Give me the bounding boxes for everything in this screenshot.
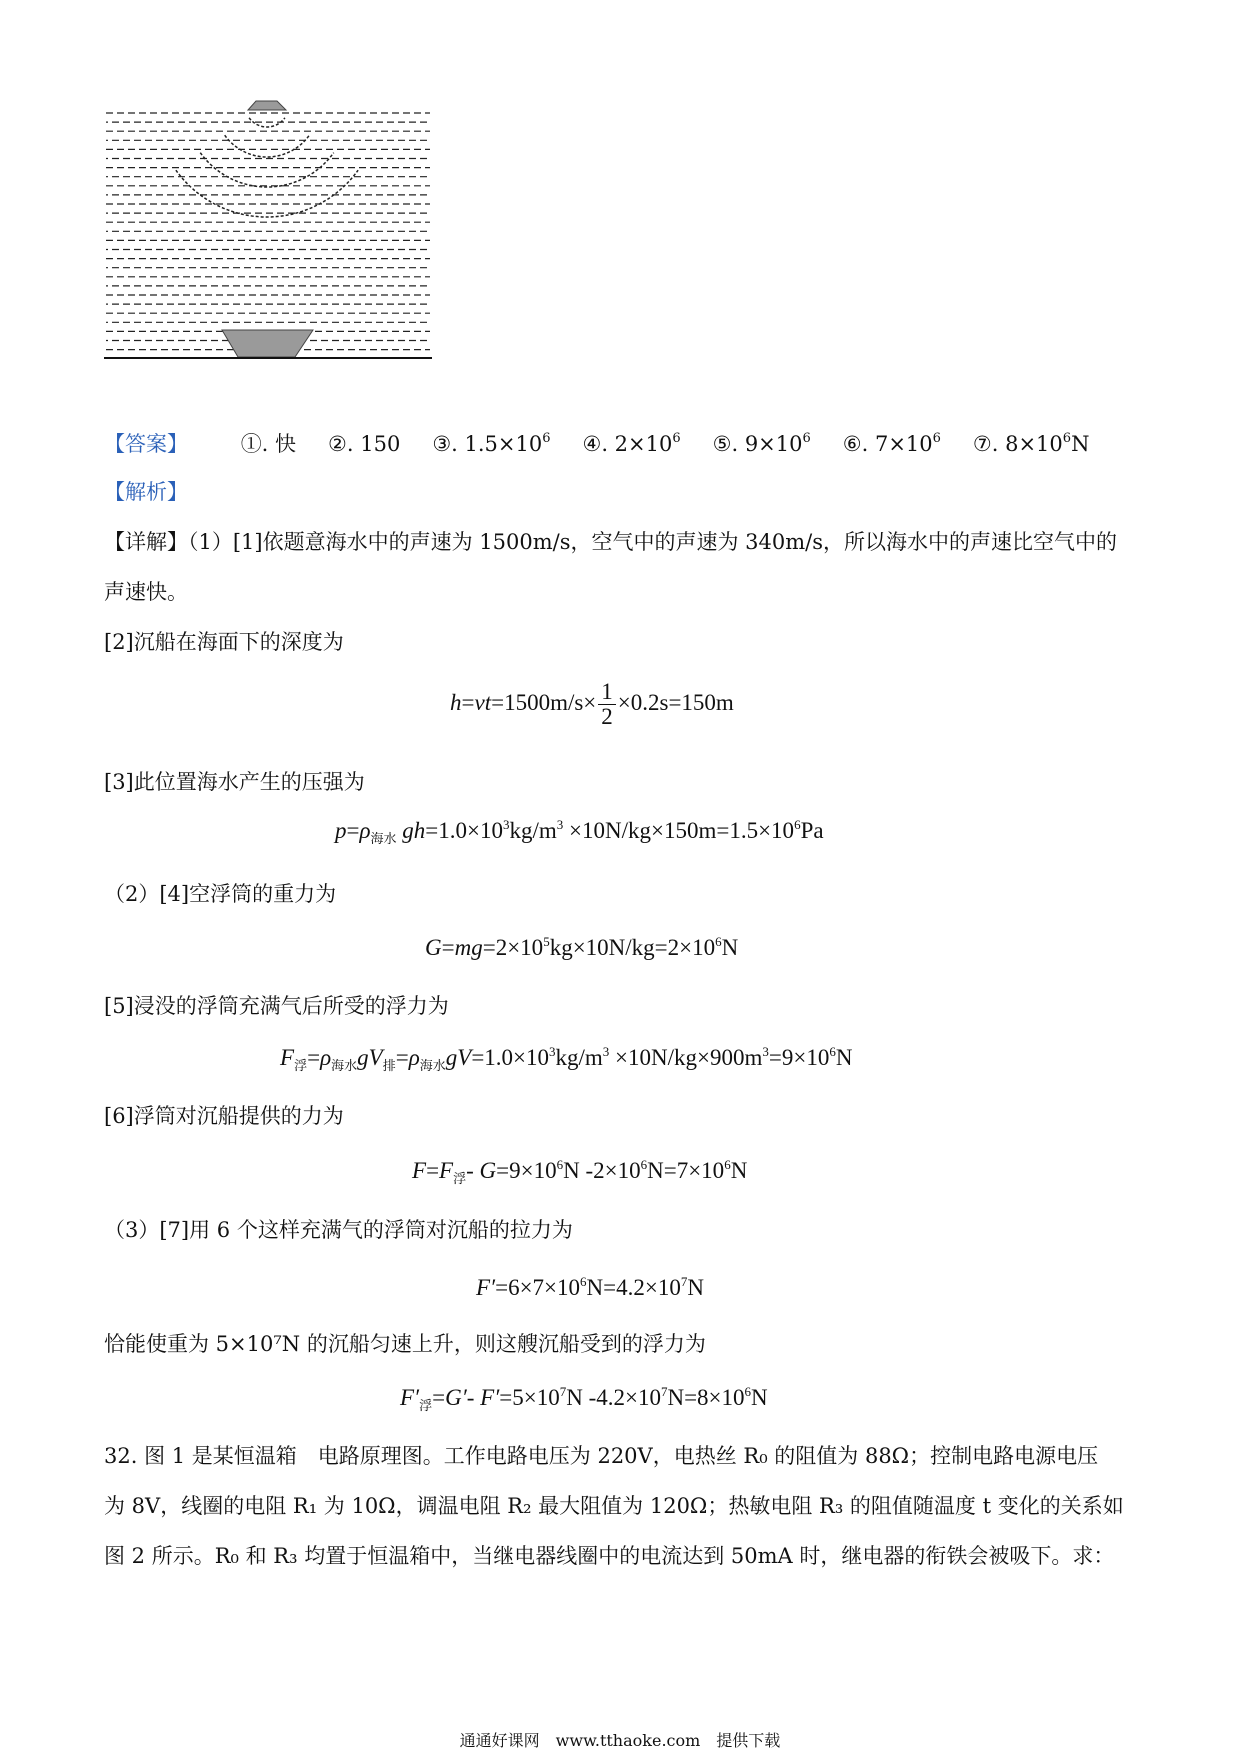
detail-line-4: （2）[4]空浮筒的重力为 [104, 882, 337, 906]
sound-wave-arc [200, 153, 333, 187]
detail-line-8: 恰能使重为 5×10⁷N 的沉船匀速上升，则这艘沉船受到的浮力为 [104, 1332, 706, 1356]
answer-item: ①. 快 [240, 432, 297, 456]
question32-line-2: 为 8V，线圈的电阻 R₁ 为 10Ω，调温电阻 R₂ 最大阻值为 120Ω；热敏电阻 R₃ 的阻值随温度 t 变化的关系如 [104, 1494, 1124, 1518]
answer-item: ⑤. $9\times 10^6$ [712, 431, 811, 456]
equation-net-force: $F=F_浮-$ $G=9\times 10^6N$ $-2\times 10^6N=7\times 10^6N$ [412, 1157, 748, 1186]
sound-wave-arc [225, 135, 310, 157]
answer-item: ③. $1.5\times 10^6$ [432, 431, 551, 456]
equation-gravity: $G=mg=2\times 10^5kg\times 10N/kg=2\times 10^6N$ [425, 934, 739, 960]
equation-pull-force: $F'=6\times 7\times 10^6N=4.2\times 10^7N$ [476, 1274, 704, 1300]
answer-item: ⑥. $7\times 10^6$ [842, 431, 941, 456]
answer-item: ②. 150 [328, 432, 401, 456]
equation-buoyancy: $F_浮=\rho_{海水}gV_排=\rho_{海水}gV=1.0\times 10^3kg/m^3 \times 10N/kg\times 900m^3=9\times 10^6N$ [280, 1044, 853, 1073]
surface-ship [248, 101, 286, 110]
detail-line-6: [6]浮筒对沉船提供的力为 [104, 1104, 344, 1128]
sunken-ship [222, 330, 313, 357]
answer-line [104, 430, 1121, 458]
fraction-half: $\frac{1}{2}$ [598, 680, 616, 729]
detail-line-3: [3]此位置海水产生的压强为 [104, 770, 365, 794]
detail-line-7: （3）[7]用 6 个这样充满气的浮筒对沉船的拉力为 [104, 1218, 573, 1242]
equation-ship-buoyancy: $F'_浮=G'-$ $F'=5\times 10^7N$ $-4.2\times 10^7N=8\times 10^6N$ [400, 1384, 768, 1413]
analysis-label: 【解析】 [104, 480, 188, 504]
detail-label: 【详解】 [104, 530, 188, 554]
answer-item: ⑦. $8\times 10^6N$ [972, 431, 1090, 456]
page-footer: 通通好课网 www.tthaoke.com 提供下载 [459, 1731, 781, 1750]
answer-label: 【答案】 [104, 432, 188, 456]
detail-line-2: [2]沉船在海面下的深度为 [104, 630, 344, 654]
detail-line-1 [104, 528, 1117, 556]
question32-line-3: 图 2 所示。R₀ 和 R₃ 均置于恒温箱中，当继电器线圈中的电流达到 50mA 时，继电器的衔铁会被吸下。求： [104, 1544, 1115, 1568]
answer-item: ④. $2\times 10^6$ [582, 431, 681, 456]
question32-line-1: 32. 图 1 是某恒温箱 电路原理图。工作电路电压为 220V，电热丝 R₀ 的阻值为 88Ω；控制电路电源电压 [104, 1444, 1099, 1468]
detail-text-1: （1）[1]依题意海水中的声速为 1500m/s，空气中的声速为 340m/s，所以海水中的声速比空气中的 [188, 530, 1118, 554]
equation-depth: h=vt=1500m/s× $\frac{1}{2}$ ×0.2s=150m [450, 679, 734, 729]
sonar-figure [100, 95, 445, 370]
equation-pressure: $p=\rho_{海水}$ $gh=1.0\times 10^3kg/m^3 \times 10N/kg\times 150m=1.5\times 10^6Pa$ [335, 817, 824, 846]
sea-dashes [106, 113, 430, 350]
detail-line-5: [5]浸没的浮筒充满气后所受的浮力为 [104, 994, 449, 1018]
detail-line-1b: 声速快。 [104, 580, 188, 604]
answer-items [241, 432, 1122, 456]
